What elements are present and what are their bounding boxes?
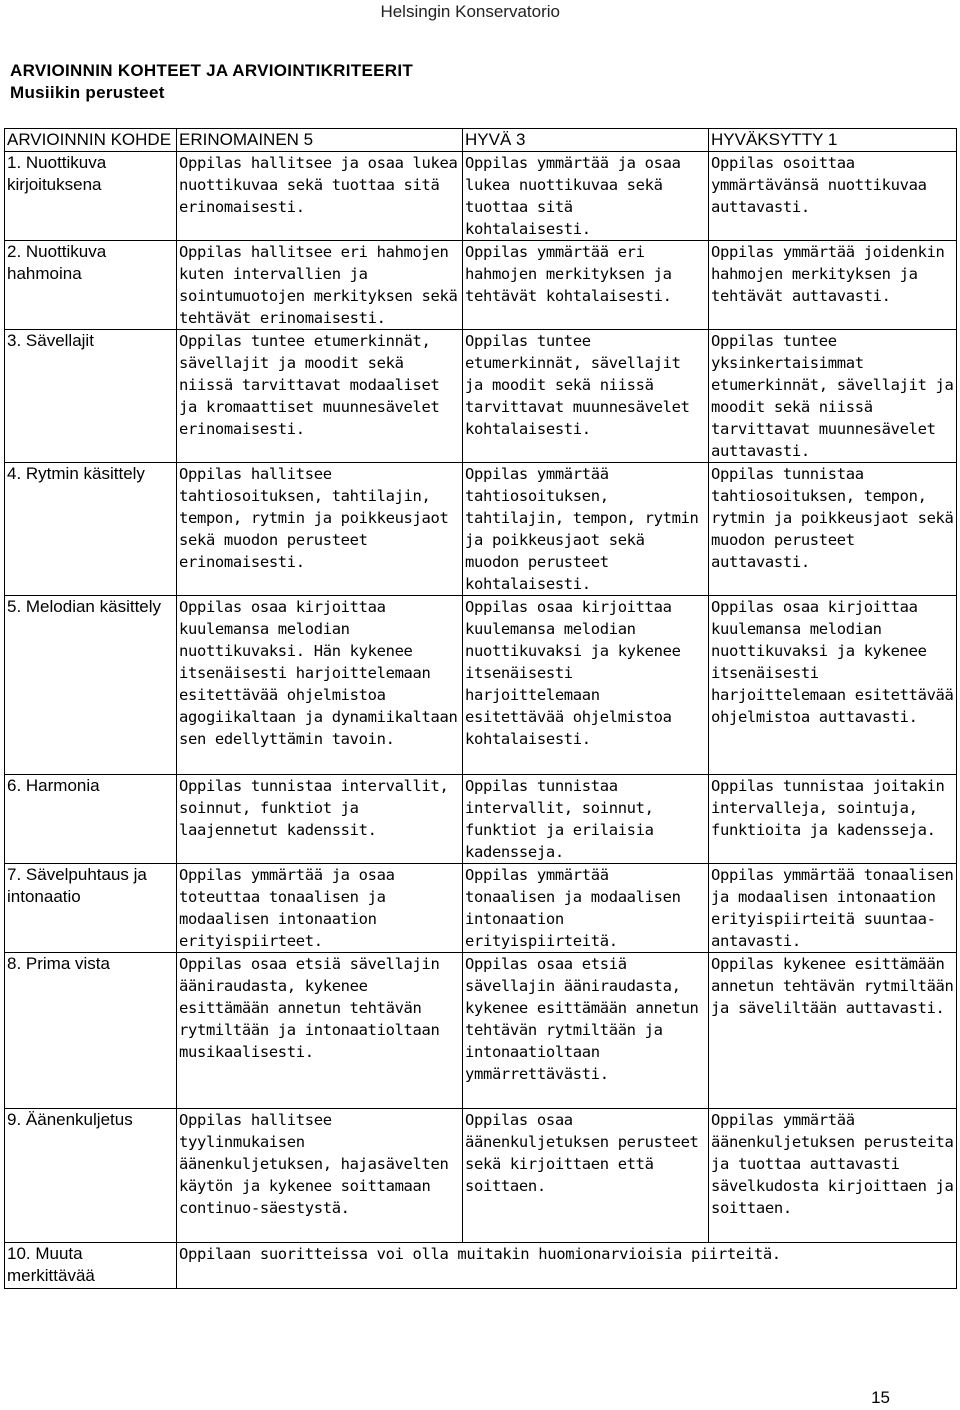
table-row: [5, 152, 957, 241]
assessment-target: 5. Melodian käsittely: [5, 596, 177, 775]
criteria-good: Oppilas tunnistaa intervallit, soinnut, funktiot ja erilaisia kadensseja.: [463, 775, 709, 864]
assessment-criteria-table: [4, 128, 957, 1289]
criteria-pass: Oppilas osoittaa ymmärtävänsä nuottikuvaa auttavasti.: [709, 152, 957, 241]
criteria-good: Oppilas ymmärtää tahtiosoituksen, tahtilajin, tempon, rytmin ja poikkeusjaot sekä muodon perusteet kohtalaisesti.: [463, 463, 709, 596]
criteria-good: Oppilas osaa etsiä sävellajin ääniraudasta, kykenee esittämään annetun tehtävän rytmiltään ja intonaatioltaan ymmärrettävästi.: [463, 953, 709, 1109]
criteria-good: Oppilas tuntee etumerkinnät, sävellajit ja moodit sekä niissä tarvittavat muunnesävelet kohtalaisesti.: [463, 330, 709, 463]
column-header-good: HYVÄ 3: [463, 129, 709, 152]
table-row: [5, 775, 957, 864]
table-row: [5, 864, 957, 953]
column-header-excellent: ERINOMAINEN 5: [177, 129, 463, 152]
criteria-good: Oppilas osaa kirjoittaa kuulemansa melodian nuottikuvaksi ja kykenee itsenäisesti harjoittelemaan esitettävää ohjelmistoa kohtalaisesti.: [463, 596, 709, 775]
assessment-target: 4. Rytmin käsittely: [5, 463, 177, 596]
page-number: 15: [871, 1388, 890, 1407]
criteria-excellent: Oppilas hallitsee eri hahmojen kuten intervallien ja sointumuotojen merkityksen sekä tehtävät erinomaisesti.: [177, 241, 463, 330]
assessment-target: 1. Nuottikuva kirjoituksena: [5, 152, 177, 241]
criteria-excellent: Oppilas tunnistaa intervallit, soinnut, funktiot ja laajennetut kadenssit.: [177, 775, 463, 864]
criteria-excellent: Oppilas hallitsee ja osaa lukea nuottikuvaa sekä tuottaa sitä erinomaisesti.: [177, 152, 463, 241]
column-header-target: ARVIOINNIN KOHDE: [5, 129, 177, 152]
assessment-target: 9. Äänenkuljetus: [5, 1109, 177, 1243]
document-title: ARVIOINNIN KOHTEET JA ARVIOINTIKRITEERIT: [10, 61, 414, 80]
table-row: [5, 330, 957, 463]
criteria-pass: Oppilas tunnistaa tahtiosoituksen, tempon, rytmin ja poikkeusjaot sekä muodon perusteet auttavasti.: [709, 463, 957, 596]
table-row: [5, 596, 957, 775]
criteria-good: Oppilas osaa äänenkuljetuksen perusteet sekä kirjoittaen että soittaen.: [463, 1109, 709, 1243]
table-row: [5, 1109, 957, 1243]
criteria-good: Oppilas ymmärtää tonaalisen ja modaalisen intonaation erityispiirteitä.: [463, 864, 709, 953]
assessment-target: 8. Prima vista: [5, 953, 177, 1109]
document-subtitle: Musiikin perusteet: [10, 83, 165, 102]
assessment-target: 7. Sävelpuhtaus ja intonaatio: [5, 864, 177, 953]
criteria-pass: Oppilas ymmärtää joidenkin hahmojen merkityksen ja tehtävät auttavasti.: [709, 241, 957, 330]
assessment-target: 3. Sävellajit: [5, 330, 177, 463]
table-row: [5, 953, 957, 1109]
criteria-excellent: Oppilas osaa kirjoittaa kuulemansa melodian nuottikuvaksi. Hän kykenee itsenäisesti harjoittelemaan esitettävää ohjelmistoa agogiikaltaan ja dynamiikaltaan sen edellyttämin tavoin.: [177, 596, 463, 775]
assessment-target: 2. Nuottikuva hahmoina: [5, 241, 177, 330]
criteria-excellent: Oppilas ymmärtää ja osaa toteuttaa tonaalisen ja modaalisen intonaation erityispiirteet.: [177, 864, 463, 953]
criteria-pass: Oppilas osaa kirjoittaa kuulemansa melodian nuottikuvaksi ja kykenee itsenäisesti harjoittelemaan esitettävää ohjelmistoa auttavasti.: [709, 596, 957, 775]
criteria-good: Oppilas ymmärtää eri hahmojen merkityksen ja tehtävät kohtalaisesti.: [463, 241, 709, 330]
table-row: [5, 463, 957, 596]
criteria-pass: Oppilas ymmärtää äänenkuljetuksen perusteita ja tuottaa auttavasti sävelkudosta kirjoittaen ja soittaen.: [709, 1109, 957, 1243]
criteria-excellent: Oppilas hallitsee tyylinmukaisen äänenkuljetuksen, hajasävelten käytön ja kykenee soittamaan continuo-säestystä.: [177, 1109, 463, 1243]
criteria-pass: Oppilas tuntee yksinkertaisimmat etumerkinnät, sävellajit ja moodit sekä niissä tarvittavat muunnesävelet auttavasti.: [709, 330, 957, 463]
criteria-good: Oppilas ymmärtää ja osaa lukea nuottikuvaa sekä tuottaa sitä kohtalaisesti.: [463, 152, 709, 241]
criteria-pass: Oppilas tunnistaa joitakin intervalleja, sointuja, funktioita ja kadensseja.: [709, 775, 957, 864]
document-title-block: [10, 60, 413, 104]
column-header-pass: HYVÄKSYTTY 1: [709, 129, 957, 152]
criteria-pass: Oppilas ymmärtää tonaalisen ja modaalisen intonaation erityispiirteitä suuntaa-antavasti.: [709, 864, 957, 953]
table-header-row: [5, 129, 957, 152]
table-row-other: [5, 1243, 957, 1289]
criteria-pass: Oppilas kykenee esittämään annetun tehtävän rytmiltään ja säveliltään auttavasti.: [709, 953, 957, 1109]
other-notes: Oppilaan suoritteissa voi olla muitakin huomionarvioisia piirteitä.: [177, 1243, 957, 1289]
assessment-target: 10. Muuta merkittävää: [5, 1243, 177, 1289]
assessment-target: 6. Harmonia: [5, 775, 177, 864]
criteria-excellent: Oppilas osaa etsiä sävellajin ääniraudasta, kykenee esittämään annetun tehtävän rytmiltään ja intonaatioltaan musikaalisesti.: [177, 953, 463, 1109]
page-header-organization: Helsingin Konservatorio: [380, 2, 560, 21]
table-row: [5, 241, 957, 330]
criteria-excellent: Oppilas hallitsee tahtiosoituksen, tahtilajin, tempon, rytmin ja poikkeusjaot sekä muodon perusteet erinomaisesti.: [177, 463, 463, 596]
criteria-excellent: Oppilas tuntee etumerkinnät, sävellajit ja moodit sekä niissä tarvittavat modaaliset ja kromaattiset muunnesävelet erinomaisesti.: [177, 330, 463, 463]
